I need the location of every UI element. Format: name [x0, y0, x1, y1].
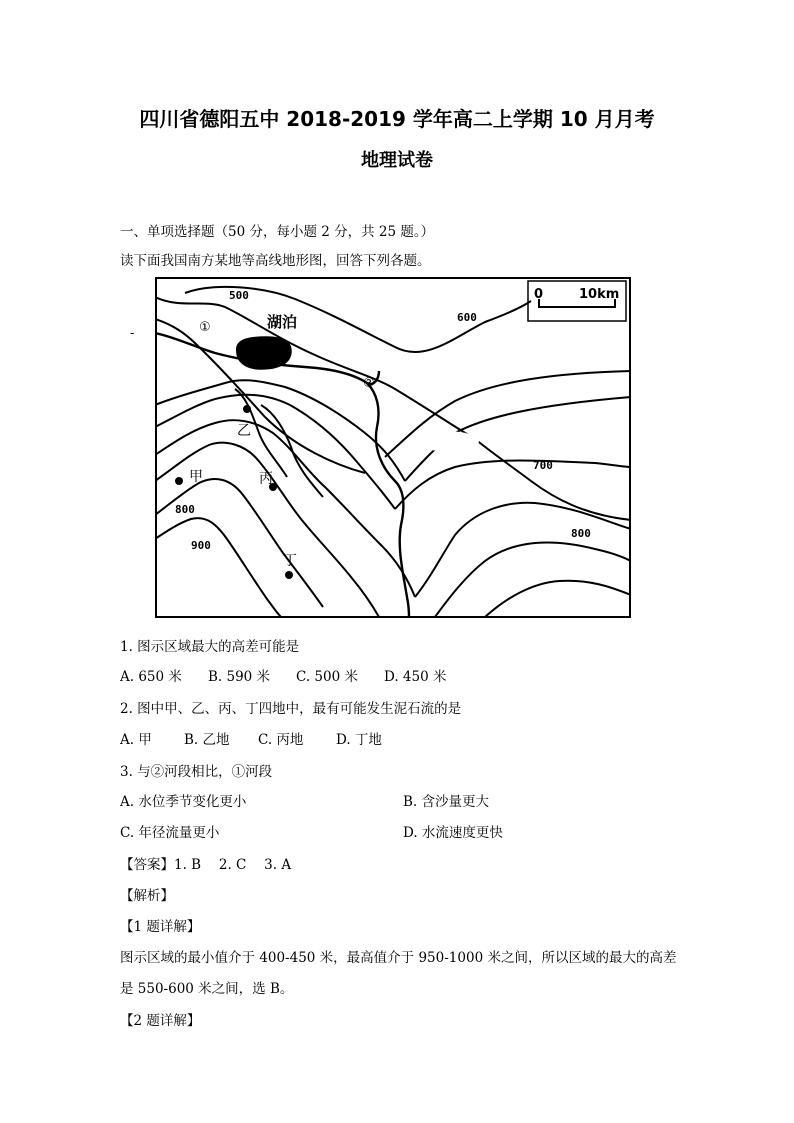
contour-label-700: 700: [533, 459, 553, 472]
scale-zero: 0: [534, 287, 544, 302]
question-2: 2. 图中甲、乙、丙、丁四地中，最有可能发生泥石流的是: [120, 701, 462, 717]
question-1: 1. 图示区域最大的高差可能是: [120, 639, 300, 655]
point-ding-label: 丁: [283, 553, 297, 569]
q1-option-d: D. 450 米: [384, 669, 447, 685]
marker-one: ①: [199, 320, 211, 335]
question-3: 3. 与②河段相比，①河段: [120, 764, 273, 780]
point-bing-label: 丙: [259, 471, 273, 487]
point-jia-dot: [175, 477, 183, 485]
contour-label-900: 900: [191, 539, 211, 552]
margin-dash: -: [130, 326, 135, 341]
contour-map: [155, 277, 631, 618]
point-yi-dot: [243, 405, 251, 413]
analysis-heading: 【解析】: [120, 888, 174, 904]
marker-two: ②: [363, 376, 375, 391]
contour-label-600: 600: [457, 311, 477, 324]
q1-option-a: A. 650 米: [120, 669, 182, 685]
map-border: [156, 278, 630, 617]
detail-2-heading: 【2 题详解】: [120, 1013, 201, 1029]
page-subtitle: 地理试卷: [361, 150, 433, 171]
scale-distance: 10km: [579, 287, 620, 302]
q2-option-c: C. 丙地: [258, 732, 304, 748]
q2-option-d: D. 丁地: [336, 732, 382, 748]
contour-label-500: 500: [229, 289, 249, 302]
section-heading: 一、单项选择题（50 分，每小题 2 分，共 25 题。）: [120, 224, 435, 240]
q3-option-d: D. 水流速度更快: [403, 825, 503, 841]
contour-label-800: 800: [175, 503, 195, 516]
section-intro: 读下面我国南方某地等高线地形图，回答下列各题。: [120, 253, 431, 269]
point-ding-dot: [285, 571, 293, 579]
detail-1-heading: 【1 题详解】: [120, 919, 201, 935]
lake-label: 湖泊: [267, 313, 298, 331]
point-jia-label: 甲: [189, 469, 203, 485]
lake: [237, 337, 291, 369]
answer-line: 【答案】1. B 2. C 3. A: [120, 857, 292, 873]
page-title: 四川省德阳五中 2018-2019 学年高二上学期 10 月月考: [139, 107, 655, 131]
blank-patch: [411, 431, 479, 451]
q1-option-c: C. 500 米: [296, 669, 358, 685]
q2-option-a: A. 甲: [120, 732, 152, 748]
q3-option-a: A. 水位季节变化更小: [120, 794, 247, 810]
contour-map-svg: [155, 277, 631, 618]
contour-label-800-right: 800: [571, 527, 591, 540]
q2-option-b: B. 乙地: [184, 732, 230, 748]
q3-option-b: B. 含沙量更大: [403, 794, 490, 810]
detail-1-text-line2: 是 550-600 米之间，选 B。: [120, 981, 294, 997]
detail-1-text-line1: 图示区域的最小值介于 400-450 米，最高值介于 950-1000 米之间，所以区域的最大的高差: [120, 950, 677, 966]
q1-option-b: B. 590 米: [208, 669, 271, 685]
q3-option-c: C. 年径流量更小: [120, 825, 220, 841]
point-yi-label: 乙: [237, 423, 251, 439]
